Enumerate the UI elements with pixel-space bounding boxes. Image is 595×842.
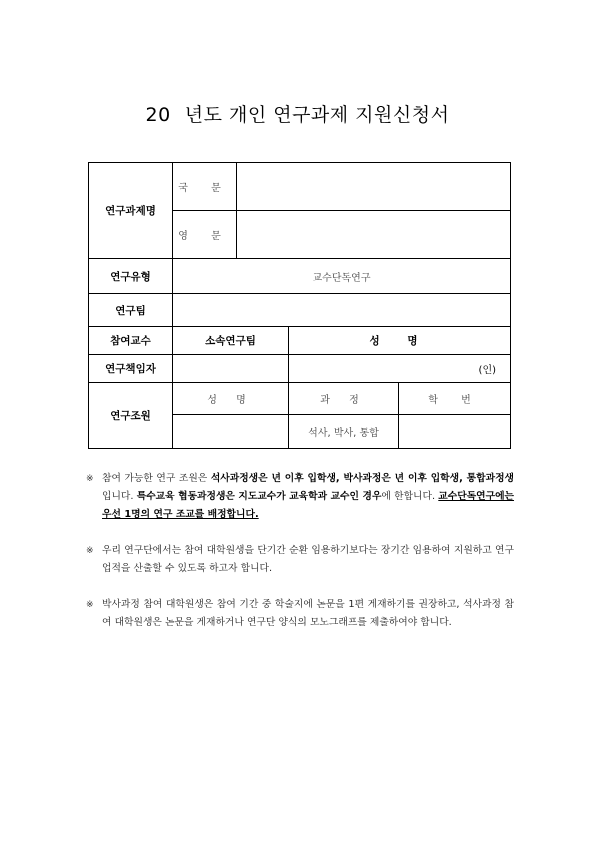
project-name-label: 연구과제명: [89, 163, 173, 259]
english-title-field[interactable]: [237, 211, 511, 259]
note-publication: [86, 596, 514, 632]
principal-investigator-label: 연구책임자: [89, 355, 173, 383]
application-form-table: [88, 162, 511, 449]
note-appointment: [86, 542, 514, 578]
participating-professor-label: 참여교수: [89, 327, 173, 355]
research-assistant-label: 연구조원: [89, 383, 173, 449]
title-main: 년도 개인 연구과제 지원신청서: [184, 104, 450, 126]
note-publication-text: 박사과정 참여 대학원생은 참여 기간 중 학술지에 논문을 1편 게재하기를 권장하고, 석사과정 참여 대학원생은 논문을 게재하거나 연구단 양식의 모노그래프를 제출하여야 합니다.: [102, 599, 514, 628]
principal-investigator-team-field[interactable]: [173, 355, 289, 383]
notes-section: [86, 470, 514, 650]
note-appointment-text: 우리 연구단에서는 참여 대학원생을 단기간 순환 임용하기보다는 장기간 임용하여 지원하고 연구 업적을 산출할 수 있도록 하고자 합니다.: [102, 545, 514, 574]
assistant-course-header: 과 정: [289, 383, 399, 415]
research-team-field[interactable]: [173, 294, 511, 327]
korean-title-label: 국 문: [173, 163, 237, 211]
seal-mark: (인): [289, 355, 511, 383]
assistant-id-header: 학 번: [399, 383, 511, 415]
reference-mark-icon: ※: [86, 600, 94, 610]
assistant-course-options[interactable]: 석사, 박사, 통합: [289, 415, 399, 449]
document-title: [0, 100, 595, 127]
assistant-id-field[interactable]: [399, 415, 511, 449]
research-type-label: 연구유형: [89, 259, 173, 294]
name-header: 성 명: [289, 327, 511, 355]
research-team-label: 연구팀: [89, 294, 173, 327]
note-eligibility: [86, 470, 514, 524]
english-title-label: 영 문: [173, 211, 237, 259]
reference-mark-icon: ※: [86, 546, 94, 556]
assistant-name-field[interactable]: [173, 415, 289, 449]
title-year: 20: [145, 104, 171, 126]
research-type-value[interactable]: 교수단독연구: [173, 259, 511, 294]
affiliation-header: 소속연구팀: [173, 327, 289, 355]
reference-mark-icon: ※: [86, 474, 94, 484]
korean-title-field[interactable]: [237, 163, 511, 211]
note-eligibility-text: 참여 가능한 연구 조원은 석사과정생은 년 이후 입학생, 박사과정은 년 이후 입학생, 통합과정생입니다. 특수교육 협동과정생은 지도교수가 교육학과 교수인 경우에 한합니다. 교수단독연구에는 우선 1명의 연구 조교를 배정합니다.: [102, 473, 515, 520]
assistant-name-header: 성 명: [173, 383, 289, 415]
